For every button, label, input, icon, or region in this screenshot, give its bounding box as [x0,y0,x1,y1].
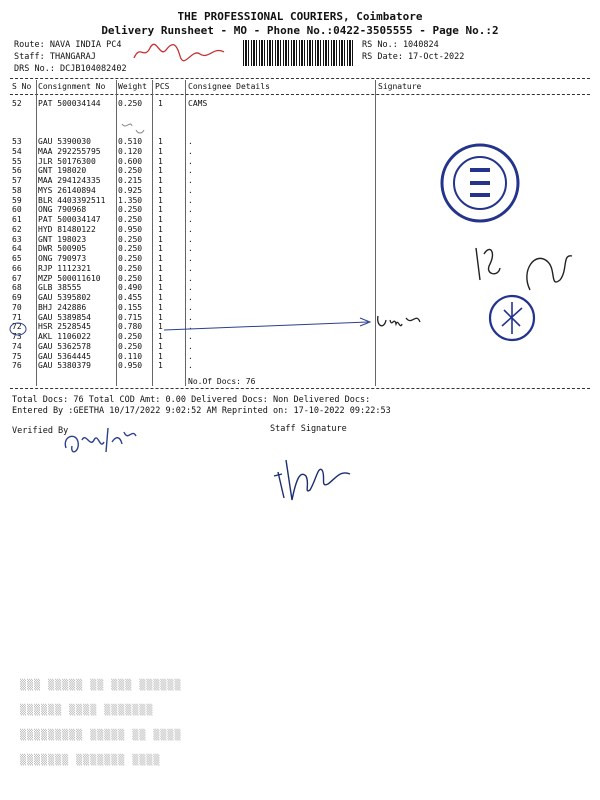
table-row [12,215,382,225]
row-consignment: DWR 500905 [38,244,87,254]
staff-label: Staff: [14,52,45,62]
bleed-through-3: ▒▒▒▒▒▒▒▒▒ ▒▒▒▒▒ ▒▒ ▒▒▒▒ [20,730,182,741]
row-weight: 0.155 [118,302,143,312]
row-pcs: 1 [158,341,163,351]
table-row [12,99,382,109]
row-consignment: ONG 790973 [38,254,87,263]
row-weight: 0.780 [118,322,143,332]
row-consignment: MZP 500011610 [38,273,101,283]
row-sno: 67 [12,273,22,283]
row-details: . [188,322,193,332]
row-details: . [188,205,193,215]
table-row [12,205,382,215]
row-sno: 54 [12,146,22,156]
row-details: . [188,146,193,156]
row-consignment: MAA 292255795 [38,146,101,156]
row-details: . [188,312,193,322]
row-weight: 1.350 [118,195,143,205]
row-details: . [188,332,193,341]
col-sno: S No [12,82,32,91]
row-details: . [188,273,193,283]
row-details: . [188,215,193,224]
row-consignment: GNT 198020 [38,166,87,176]
row-details: . [188,263,193,273]
row-details: . [188,341,193,351]
row-consignment: HSR 2528545 [38,322,91,332]
staff-signature-mark [270,440,360,510]
row-consignment: BLR 4403392511 [38,195,106,205]
row-weight: 0.250 [118,234,143,244]
row-sno: 57 [12,176,22,185]
row-sno: 63 [12,234,22,244]
table-row [12,293,382,303]
received-handwriting [470,230,580,370]
col-signature: Signature [378,82,422,91]
row-weight: 0.250 [118,244,143,254]
row-sno: 75 [12,351,22,361]
row-sno: 55 [12,156,22,166]
col-weight: Weight [118,82,147,91]
totals-line: Total Docs: 76 Total COD Amt: 0.00 Delivered Docs: Non Delivered Docs: [12,395,371,405]
row-pcs: 1 [158,293,163,302]
row-pcs: 1 [158,156,163,166]
row-weight: 0.110 [118,351,143,361]
no-of-docs: No.Of Docs: 76 [188,377,256,386]
verified-signature [60,418,140,462]
row-weight: 0.455 [118,293,143,302]
row-pcs: 1 [158,273,163,283]
row-weight: 0.250 [118,205,143,215]
row-details: . [188,156,193,166]
row-sno: 60 [12,205,22,215]
verified-by-label: Verified By [12,426,69,436]
row-consignment: GAU 5364445 [38,351,91,361]
row-details: . [188,351,193,361]
table-row [12,342,382,352]
row-pcs: 1 [158,312,163,322]
row-pcs: 1 [158,351,163,361]
row-sno: 71 [12,312,22,322]
handwritten-staff-mark [130,38,230,66]
row-consignment: AKL 1106022 [38,332,91,341]
row-pcs: 1 [158,234,163,244]
staff-name: THANGARAJ [49,52,96,62]
row-consignment: GAU 5390030 [38,137,91,146]
table-row [12,254,382,264]
row-details: . [188,302,193,312]
row-weight: 0.250 [118,273,143,283]
row-details: . [188,224,193,234]
table-row [12,147,382,157]
row-weight: 0.250 [118,341,143,351]
row-pcs: 1 [158,302,163,312]
row-weight: 0.950 [118,361,143,371]
table-row [12,137,382,147]
row-sno: 58 [12,185,22,195]
row-sno: 59 [12,195,22,205]
row-weight: 0.950 [118,224,143,234]
row-details: . [188,234,193,244]
row-sno: 68 [12,283,22,293]
table-bottom-rule [10,388,590,389]
bleed-through-4: ▒▒▒▒▒▒▒ ▒▒▒▒▒▒▒ ▒▒▒▒ [20,755,161,766]
row-sno: 69 [12,293,22,302]
table-row [12,361,382,371]
table-row [12,186,382,196]
row-pcs: 1 [158,322,163,332]
row-sno: 74 [12,341,22,351]
row-consignment: JLR 50176300 [38,156,96,166]
row-sno: 66 [12,263,22,273]
row-details: . [188,244,193,254]
row-pcs: 1 [158,176,163,185]
row-details: . [188,293,193,302]
table-row [12,244,382,254]
row-sno: 61 [12,215,22,224]
row-consignment: PAT 500034144 [38,99,101,108]
row-sno: 56 [12,166,22,176]
company-title: THE PROFESSIONAL COURIERS, Coimbatore [177,10,423,23]
row-consignment: GAU 5389854 [38,312,91,322]
table-row [12,235,382,245]
row-details: . [188,283,193,293]
row-sno: 73 [12,332,22,341]
row-sno: 64 [12,244,22,254]
row-details: . [188,195,193,205]
table-row [12,225,382,235]
entered-by-line: Entered By :GEETHA 10/17/2022 9:02:52 AM Reprinted on: 17-10-2022 09:22:53 [12,406,391,416]
row-72-circle [8,322,28,336]
row-weight: 0.510 [118,137,143,146]
row-pcs: 1 [158,283,163,293]
row-weight: 0.250 [118,99,143,108]
drs-number: DRS No.: DCJB104082402 [14,64,127,74]
row-weight: 0.250 [118,332,143,341]
row-pcs: 1 [158,195,163,205]
row-sno: 65 [12,254,22,263]
staff-row [14,52,96,62]
row-pcs: 1 [158,146,163,156]
row-pcs: 1 [158,361,163,371]
row-details: . [188,254,193,263]
row-consignment: MAA 294124335 [38,176,101,185]
row-pcs: 1 [158,137,163,146]
row-weight: 0.120 [118,146,143,156]
row-consignment: HYD 81480122 [38,224,96,234]
row-consignment: RJP 1112321 [38,263,91,273]
table-row [12,166,382,176]
row-sno: 70 [12,302,22,312]
row-weight: 0.250 [118,254,143,263]
table-row [12,274,382,284]
row-consignment: GNT 198023 [38,234,87,244]
row-details: . [188,166,193,176]
row-consignment: PAT 500034147 [38,215,101,224]
barcode [243,40,355,66]
col-consignment: Consignment No [38,82,106,91]
row-consignment: BHJ 242886 [38,302,87,312]
row-weight: 0.490 [118,283,143,293]
table-row [12,283,382,293]
row-weight: 0.925 [118,185,143,195]
row-sno: 53 [12,137,22,146]
weight-scribble [118,118,158,138]
row-weight: 0.215 [118,176,143,185]
row-weight: 0.250 [118,263,143,273]
bleed-through-2: ▒▒▒▒▒▒ ▒▒▒▒ ▒▒▒▒▒▒▒ [20,705,154,716]
runsheet-subtitle: Delivery Runsheet - MO - Phone No.:0422-3505555 - Page No.:2 [101,24,499,37]
row-details: . [188,185,193,195]
row-pcs: 1 [158,244,163,254]
table-header-rule [10,94,590,95]
route-label: Route: NAVA INDIA PC4 [14,40,122,50]
row-weight: 0.250 [118,215,143,224]
row-weight: 0.715 [118,312,143,322]
row-weight: 0.250 [118,166,143,176]
table-row [12,176,382,186]
row-details: . [188,361,193,371]
row-details: . [188,137,193,146]
row-consignment: GAU 5362578 [38,341,91,351]
table-row [12,352,382,362]
table-row [12,157,382,167]
staff-signature-label: Staff Signature [270,424,347,434]
row-sno: 76 [12,361,22,371]
row-72-arrow [160,308,430,338]
row-consignment: ONG 790968 [38,205,87,215]
rs-date: RS Date: 17-Oct-2022 [362,52,465,62]
row-pcs: 1 [158,205,163,215]
row-consignment: GAU 5395802 [38,293,91,302]
table-row [12,264,382,274]
row-pcs: 1 [158,166,163,176]
col-pcs: PCS [155,82,170,91]
row-consignment: GLB 38555 [38,283,82,293]
rs-number: RS No.: 1040824 [362,40,439,50]
row-sno: 72 [12,322,22,332]
row-pcs: 1 [158,185,163,195]
row-weight: 0.600 [118,156,143,166]
row-details: CAMS [188,99,208,108]
row-pcs: 1 [158,224,163,234]
row-pcs: 1 [158,332,163,341]
table-row [12,196,382,206]
row-pcs: 1 [158,215,163,224]
row-details: . [188,176,193,185]
row-consignment: GAU 5380379 [38,361,91,371]
bleed-through-1: ▒▒▒ ▒▒▒▒▒ ▒▒ ▒▒▒ ▒▒▒▒▒▒ [20,680,182,691]
row-pcs: 1 [158,254,163,263]
table-top-rule [10,78,590,79]
row-sno: 52 [12,99,22,108]
col-details: Consignee Details [188,82,270,91]
cams-stamp [425,135,535,235]
row-consignment: MYS 26140894 [38,185,96,195]
row-pcs: 1 [158,99,163,108]
row-pcs: 1 [158,263,163,273]
row-sno: 62 [12,224,22,234]
